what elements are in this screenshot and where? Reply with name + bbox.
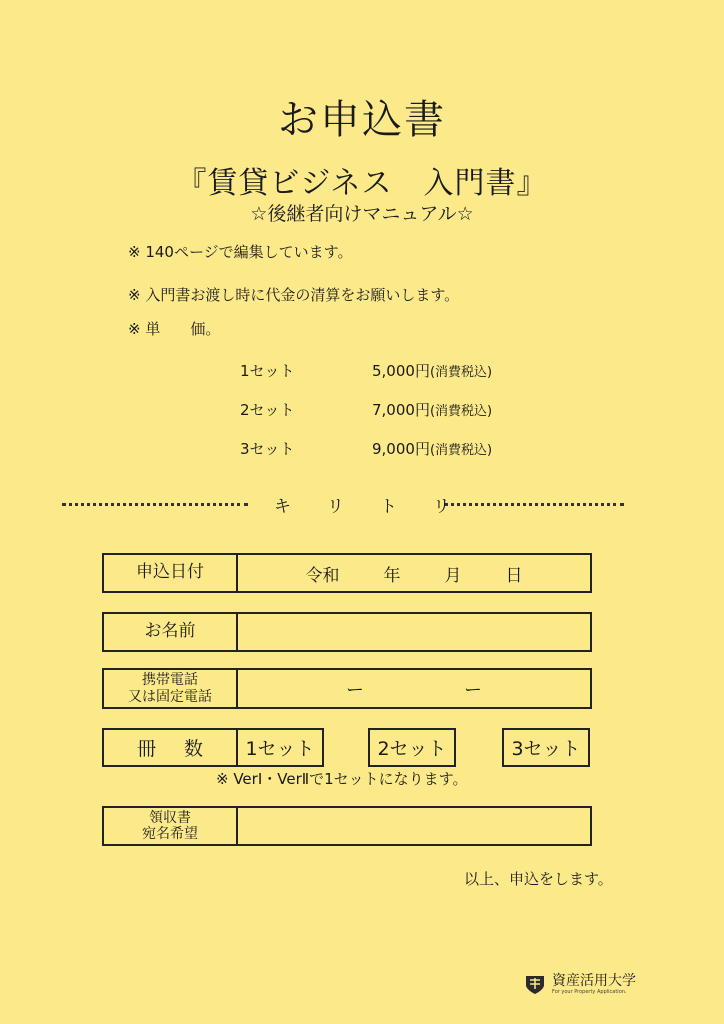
- price-value-1: 5,000円(消費税込): [372, 362, 493, 380]
- cut-line-label: キ リ ト リ: [274, 497, 450, 517]
- quantity-option-1-set[interactable]: 1セット: [236, 728, 324, 767]
- price-label-3: 3セット: [240, 440, 295, 458]
- quantity-option-3-set[interactable]: 3セット: [502, 728, 590, 767]
- note-payment: ※ 入門書お渡し時に代金の清算をお願いします。: [128, 286, 460, 304]
- price-value-2: 7,000円(消費税込): [372, 401, 493, 419]
- name-row: [102, 612, 592, 652]
- note-unit-price: ※ 単 価。: [128, 320, 221, 338]
- date-label: 申込日付: [104, 555, 238, 591]
- receipt-field[interactable]: [238, 808, 590, 844]
- name-label: お名前: [104, 614, 238, 650]
- price-label-2: 2セット: [240, 401, 295, 419]
- university-logo: [524, 973, 636, 995]
- book-title: 『賃貸ビジネス 入門書』: [176, 166, 548, 201]
- name-field[interactable]: [238, 614, 590, 650]
- phone-label: 携帯電話 又は固定電話: [104, 670, 238, 707]
- quantity-label: 冊 数: [102, 728, 238, 767]
- price-label-1: 1セット: [240, 362, 295, 380]
- price-value-3: 9,000円(消費税込): [372, 440, 493, 458]
- book-subtitle: ☆後継者向けマニュアル☆: [250, 203, 474, 225]
- quantity-option-2-set[interactable]: 2セット: [368, 728, 456, 767]
- phone-field[interactable]: ー ー: [346, 679, 482, 701]
- note-pages: ※ 140ページで編集しています。: [128, 243, 353, 261]
- logo-name: 資産活用大学: [552, 972, 636, 989]
- receipt-label: 領収書 宛名希望: [104, 808, 238, 844]
- logo-tagline: For your Property Application.: [552, 988, 627, 995]
- shield-icon: [524, 973, 546, 995]
- page-title: お申込書: [278, 97, 446, 143]
- phone-row: [102, 668, 592, 709]
- date-field[interactable]: 令和 年 月 日: [305, 565, 523, 586]
- date-row: [102, 553, 592, 593]
- closing-text: 以上、申込をします。: [464, 870, 613, 888]
- quantity-note: ※ VerⅠ・VerⅡで1セットになります。: [216, 770, 468, 788]
- receipt-row: [102, 806, 592, 846]
